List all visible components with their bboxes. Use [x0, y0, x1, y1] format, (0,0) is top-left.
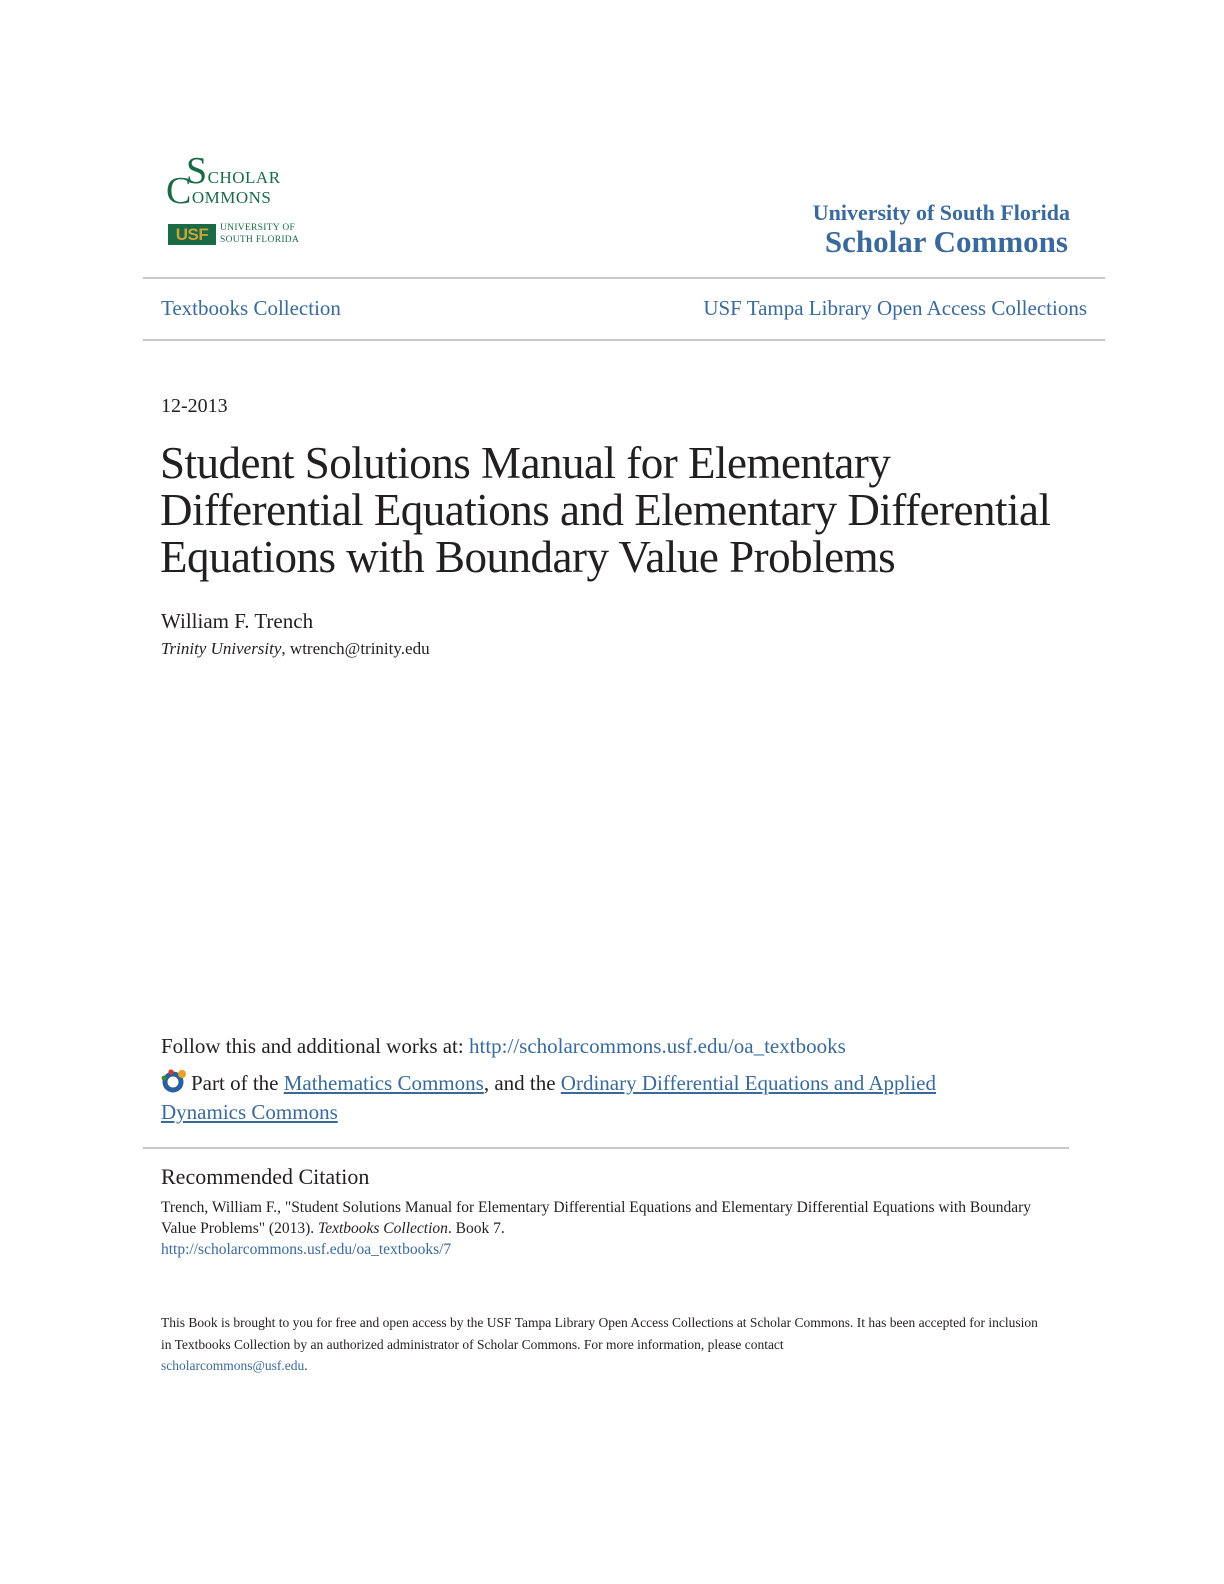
author-affiliation	[161, 639, 430, 659]
header-repository[interactable]: Scholar Commons	[824, 224, 1068, 259]
logo-scholar-text: SCHOLAR	[186, 150, 281, 192]
author-email: , wtrench@trinity.edu	[281, 639, 430, 658]
affiliation-name: Trinity University	[161, 639, 282, 658]
access-notice: This Book is brought to you for free and open access by the USF Tampa Library Open Access Collections at Scholar Commons. It has been accepted for inclusion in Textbooks Collection by an authorized administrator of Scholar Commons. For more information, please contact scholarcommons@usf.edu.	[161, 1315, 1038, 1373]
follow-url-link[interactable]: http://scholarcommons.usf.edu/oa_textbooks	[468, 1034, 846, 1058]
citation-url-link[interactable]: http://scholarcommons.usf.edu/oa_textbooks/7	[161, 1241, 452, 1258]
citation-divider	[143, 1147, 1069, 1149]
scholar-commons-logo	[166, 152, 316, 248]
citation-heading: Recommended Citation	[161, 1164, 370, 1189]
publication-date: 12-2013	[161, 395, 228, 417]
header-university[interactable]: University of South Florida	[812, 200, 1070, 225]
nav-divider	[143, 339, 1105, 341]
textbooks-collection-link[interactable]: Textbooks Collection	[161, 296, 341, 320]
document-title: Student Solutions Manual for Elementary Differential Equations and Elementary Differential Equations with Boundary Value Problems	[160, 438, 1051, 582]
logo-commons-text: COMMONS	[166, 170, 272, 212]
citation-body: Trench, William F., "Student Solutions Manual for Elementary Differential Equations and Elementary Differential Equations with Boundary Value Problems" (2013). Textbooks Collection. Book 7. http://scholarcommons.usf.edu/oa_textbooks/7	[161, 1199, 1031, 1258]
open-access-collections-link[interactable]: USF Tampa Library Open Access Collections	[703, 296, 1087, 320]
mathematics-commons-link[interactable]: Mathematics Commons	[283, 1071, 484, 1095]
part-of-line: Part of the Mathematics Commons, and the Ordinary Differential Equations and Applied Dynamics Commons	[161, 1071, 936, 1124]
usf-mark: USF	[168, 224, 216, 245]
follow-line: Follow this and additional works at: http://scholarcommons.usf.edu/oa_textbooks	[161, 1034, 846, 1058]
author-name: William F. Trench	[161, 609, 314, 633]
contact-email-link[interactable]: scholarcommons@usf.edu	[161, 1358, 305, 1373]
ode-commons-link[interactable]: Ordinary Differential Equations and Applied Dynamics Commons	[161, 1071, 936, 1124]
network-icon	[161, 1069, 187, 1093]
header-divider	[143, 277, 1105, 279]
usf-wordmark: UNIVERSITY OF SOUTH FLORIDA	[220, 223, 300, 245]
